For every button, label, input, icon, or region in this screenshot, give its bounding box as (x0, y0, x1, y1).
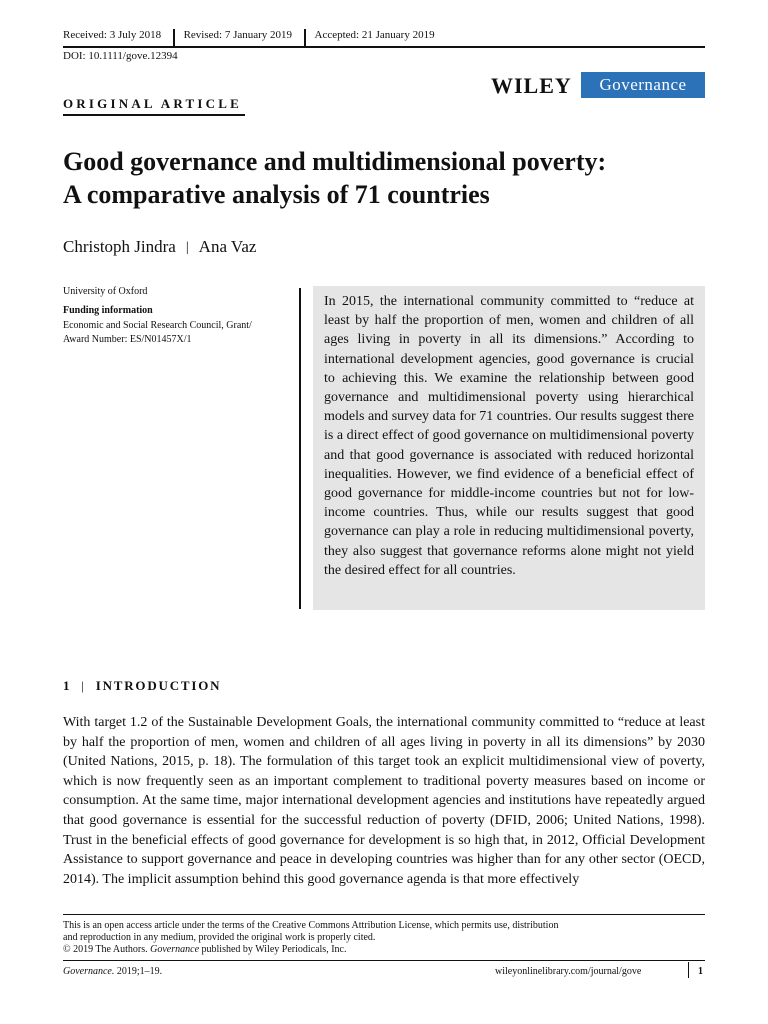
author-divider: | (185, 240, 189, 255)
publisher-logo: WILEY (491, 73, 572, 98)
article-title (63, 145, 703, 211)
license-line: and reproduction in any medium, provided the original work is properly cited. (63, 932, 376, 943)
affiliation: University of Oxford (63, 286, 148, 297)
article-dates (63, 26, 435, 44)
page-number: 1 (698, 966, 703, 977)
copyright-journal: Governance (150, 944, 200, 955)
revised-date: Revised: 7 January 2019 (183, 29, 293, 41)
section-heading (63, 678, 221, 694)
section-divider: | (81, 678, 86, 693)
funding-info (63, 319, 293, 347)
funding-line: Economic and Social Research Council, Grant/ (63, 320, 252, 331)
copyright-suffix: published by Wiley Periodicals, Inc. (199, 944, 347, 955)
footer-rule (63, 914, 705, 915)
author-name[interactable]: Ana Vaz (198, 237, 257, 256)
copyright-prefix: © 2019 The Authors. (63, 944, 151, 955)
title-line: A comparative analysis of 71 countries (63, 180, 490, 209)
accepted-date: Accepted: 21 January 2019 (314, 29, 435, 41)
license-note (63, 920, 705, 956)
article-type-underline (63, 114, 245, 116)
copyright-line (63, 944, 705, 956)
abstract-text: In 2015, the international community committed to “reduce at least by half the proportion of men, women and children of all ages living in poverty in all its dimensions.” According to international development agencies, good governance is crucial to achieving this. We examine the relationship between good governance and multidimensional poverty using hierarchical models and survey data for 71 countries. Our results suggest there is a direct effect of good governance on multidimensional poverty and that good governance is associated with reduced horizontal inequalities. However, we find evidence of a beneficial effect of good governance for middle-income countries but not for low-income countries. Thus, while our results suggest that good governance can play a role in reducing multidimensional poverty, they also suggest that governance reforms alone might not yield the desired effect for all countries. (324, 294, 694, 578)
author-list (63, 237, 256, 257)
doi[interactable]: DOI: 10.1111/gove.12394 (63, 50, 178, 62)
footer-bottom-rule (63, 960, 705, 961)
section-title: INTRODUCTION (95, 678, 222, 693)
header-rule (63, 46, 705, 48)
citation-journal: Governance. (63, 966, 115, 977)
citation (63, 966, 162, 977)
journal-url[interactable]: wileyonlinelibrary.com/journal/gove (495, 966, 642, 977)
license-line: This is an open access article under the terms of the Creative Commons Attribution License, which permits use, distribution (63, 920, 559, 931)
section-number: 1 (63, 678, 72, 693)
abstract-rule (299, 288, 301, 609)
citation-details: 2019;1–19. (114, 966, 163, 977)
funding-heading: Funding information (63, 305, 153, 316)
footer-divider (688, 962, 689, 978)
body-paragraph: With target 1.2 of the Sustainable Development Goals, the international community committed to “reduce at least by half the proportion of men, women and children of all ages living in poverty in all its dimensions” by 2030 (United Nations, 2015, p. 18). The formulation of this target took an explicit multidimensional view of poverty, which is now frequently seen as an important complement to traditional poverty measures based on income or consumption. At the same time, major international development agencies and institutions have repeatedly argued that good governance is essential for the successful reduction of poverty (DFID, 2006; United Nations, 1998). Trust in the beneficial effects of good governance for development is so high that, in 2012, Official Development Assistance to support governance and peace in developing countries was higher than for any other sector (OECD, 2014). The implicit assumption behind this good governance agenda is that more effectively (63, 715, 705, 887)
date-divider (173, 29, 175, 47)
article-type: ORIGINAL ARTICLE (63, 96, 242, 111)
author-name[interactable]: Christoph Jindra (63, 237, 176, 256)
funding-line: Award Number: ES/N01457X/1 (63, 334, 192, 345)
date-divider (304, 29, 306, 47)
journal-logo: Governance (581, 72, 705, 98)
title-line: Good governance and multidimensional poverty: (63, 147, 607, 176)
received-date: Received: 3 July 2018 (63, 29, 162, 41)
